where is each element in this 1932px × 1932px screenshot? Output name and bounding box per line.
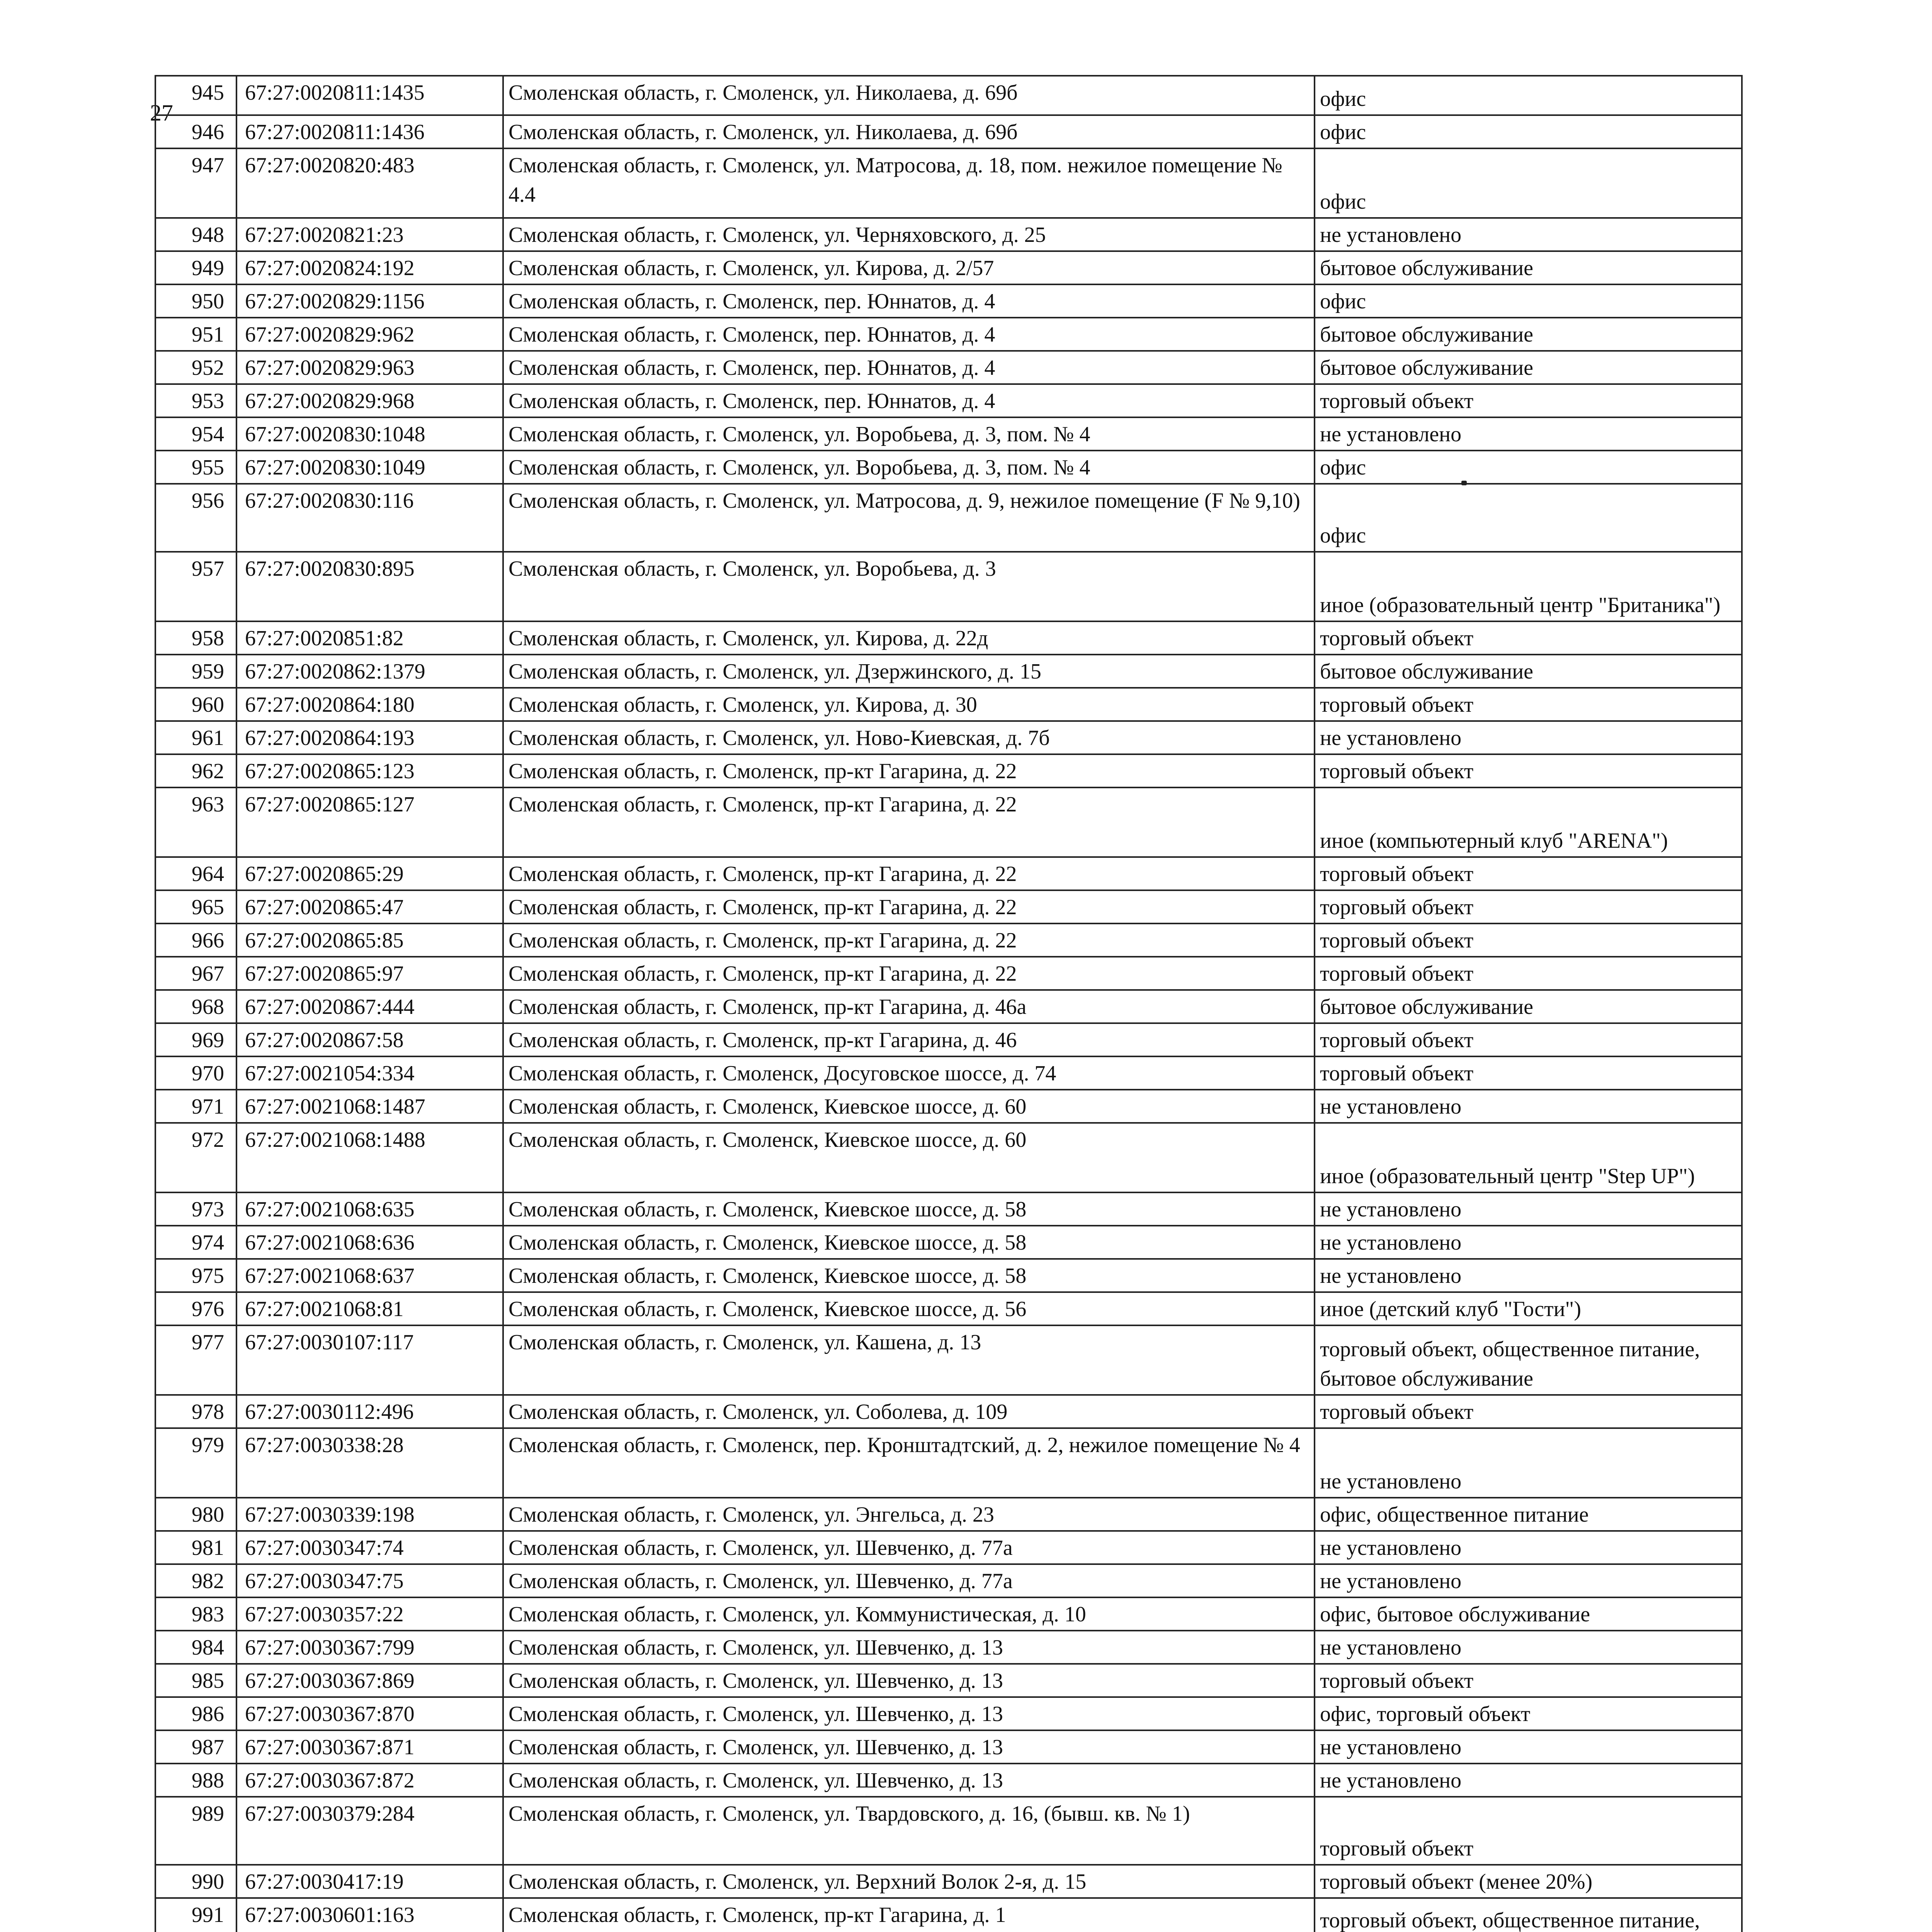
row-number: 990 (155, 1865, 236, 1898)
row-number: 949 (155, 251, 236, 284)
cadastral-number: 67:27:0030112:496 (236, 1395, 503, 1428)
cadastral-number: 67:27:0021054:334 (236, 1056, 503, 1090)
address-cell: Смоленская область, г. Смоленск, пр-кт Гагарина, д. 46а (503, 990, 1315, 1023)
row-number: 987 (155, 1730, 236, 1764)
purpose-cell: торговый объект (1315, 1056, 1742, 1090)
row-number: 976 (155, 1292, 236, 1325)
cadastral-number: 67:27:0020851:82 (236, 621, 503, 655)
address-cell: Смоленская область, г. Смоленск, Киевское шоссе, д. 58 (503, 1226, 1315, 1259)
purpose-cell: не установлено (1315, 1764, 1742, 1797)
purpose-cell: не установлено (1315, 1428, 1742, 1498)
cadastral-number: 67:27:0020829:968 (236, 384, 503, 417)
purpose-cell: офис (1315, 484, 1742, 552)
row-number: 955 (155, 451, 236, 484)
cadastral-number: 67:27:0030367:871 (236, 1730, 503, 1764)
purpose-cell: не установлено (1315, 1730, 1742, 1764)
table-row (155, 1631, 1742, 1664)
row-number: 961 (155, 721, 236, 754)
cadastral-number: 67:27:0030417:19 (236, 1865, 503, 1898)
table-row (155, 218, 1742, 251)
row-number: 985 (155, 1664, 236, 1697)
row-number: 972 (155, 1123, 236, 1192)
table-row (155, 384, 1742, 417)
address-cell: Смоленская область, г. Смоленск, пер. Юннатов, д. 4 (503, 384, 1315, 417)
address-cell: Смоленская область, г. Смоленск, пр-кт Гагарина, д. 22 (503, 787, 1315, 857)
table-row (155, 1325, 1742, 1395)
purpose-cell: не установлено (1315, 1631, 1742, 1664)
row-number: 948 (155, 218, 236, 251)
purpose-cell: торговый объект (1315, 857, 1742, 890)
address-cell: Смоленская область, г. Смоленск, пр-кт Гагарина, д. 46 (503, 1023, 1315, 1056)
address-cell: Смоленская область, г. Смоленск, ул. Энгельса, д. 23 (503, 1498, 1315, 1531)
address-cell: Смоленская область, г. Смоленск, ул. Воробьева, д. 3 (503, 552, 1315, 621)
row-number: 945 (155, 76, 236, 115)
address-cell: Смоленская область, г. Смоленск, ул. Кирова, д. 2/57 (503, 251, 1315, 284)
address-cell: Смоленская область, г. Смоленск, ул. Кирова, д. 30 (503, 688, 1315, 721)
table-row (155, 857, 1742, 890)
purpose-cell: бытовое обслуживание (1315, 990, 1742, 1023)
row-number: 982 (155, 1564, 236, 1597)
table-row (155, 1023, 1742, 1056)
address-cell: Смоленская область, г. Смоленск, ул. Соболева, д. 109 (503, 1395, 1315, 1428)
address-cell: Смоленская область, г. Смоленск, пр-кт Гагарина, д. 22 (503, 923, 1315, 957)
row-number: 947 (155, 148, 236, 218)
address-cell: Смоленская область, г. Смоленск, Киевское шоссе, д. 56 (503, 1292, 1315, 1325)
table-row (155, 754, 1742, 787)
purpose-cell: торговый объект, общественное питание, (1315, 1898, 1742, 1932)
row-number: 965 (155, 890, 236, 923)
purpose-cell: торговый объект (1315, 1395, 1742, 1428)
cadastral-number: 67:27:0021068:635 (236, 1192, 503, 1226)
purpose-cell: торговый объект (1315, 1664, 1742, 1697)
address-cell: Смоленская область, г. Смоленск, Киевское шоссе, д. 58 (503, 1259, 1315, 1292)
cadastral-number: 67:27:0030367:869 (236, 1664, 503, 1697)
cadastral-number: 67:27:0021068:1487 (236, 1090, 503, 1123)
cadastral-number: 67:27:0020829:962 (236, 318, 503, 351)
cadastral-number: 67:27:0020862:1379 (236, 655, 503, 688)
row-number: 969 (155, 1023, 236, 1056)
table-row (155, 484, 1742, 552)
purpose-cell: иное (образовательный центр "Британика") (1315, 552, 1742, 621)
purpose-cell: бытовое обслуживание (1315, 318, 1742, 351)
address-cell: Смоленская область, г. Смоленск, ул. Ново-Киевская, д. 7б (503, 721, 1315, 754)
row-number: 988 (155, 1764, 236, 1797)
purpose-cell: бытовое обслуживание (1315, 251, 1742, 284)
registry-body (155, 76, 1742, 1932)
table-row (155, 1259, 1742, 1292)
row-number: 979 (155, 1428, 236, 1498)
cadastral-number: 67:27:0021068:81 (236, 1292, 503, 1325)
address-cell: Смоленская область, г. Смоленск, ул. Матросова, д. 18, пом. нежилое помещение № 4.4 (503, 148, 1315, 218)
purpose-cell: не установлено (1315, 1531, 1742, 1564)
cadastral-number: 67:27:0021068:1488 (236, 1123, 503, 1192)
row-number: 981 (155, 1531, 236, 1564)
purpose-cell: иное (образовательный центр "Step UP") (1315, 1123, 1742, 1192)
address-cell: Смоленская область, г. Смоленск, ул. Дзержинского, д. 15 (503, 655, 1315, 688)
address-cell: Смоленская область, г. Смоленск, пр-кт Гагарина, д. 22 (503, 890, 1315, 923)
cadastral-number: 67:27:0030367:799 (236, 1631, 503, 1664)
row-number: 946 (155, 115, 236, 148)
table-row (155, 76, 1742, 115)
table-row (155, 1797, 1742, 1865)
address-cell: Смоленская область, г. Смоленск, Киевское шоссе, д. 60 (503, 1123, 1315, 1192)
table-row (155, 318, 1742, 351)
address-cell: Смоленская область, г. Смоленск, ул. Кашена, д. 13 (503, 1325, 1315, 1395)
row-number: 956 (155, 484, 236, 552)
purpose-cell: торговый объект (1315, 621, 1742, 655)
address-cell: Смоленская область, г. Смоленск, ул. Черняховского, д. 25 (503, 218, 1315, 251)
address-cell: Смоленская область, г. Смоленск, ул. Воробьева, д. 3, пом. № 4 (503, 451, 1315, 484)
purpose-cell: торговый объект (1315, 923, 1742, 957)
table-row (155, 787, 1742, 857)
row-number: 983 (155, 1597, 236, 1631)
cadastral-number: 67:27:0030367:870 (236, 1697, 503, 1730)
purpose-cell: иное (компьютерный клуб "ARENA") (1315, 787, 1742, 857)
row-number: 980 (155, 1498, 236, 1531)
table-row (155, 1764, 1742, 1797)
row-number: 954 (155, 417, 236, 451)
purpose-cell: торговый объект (менее 20%) (1315, 1865, 1742, 1898)
row-number: 991 (155, 1898, 236, 1932)
purpose-cell: не установлено (1315, 1226, 1742, 1259)
purpose-cell: не установлено (1315, 417, 1742, 451)
cadastral-number: 67:27:0020829:963 (236, 351, 503, 384)
table-row (155, 1498, 1742, 1531)
row-number: 989 (155, 1797, 236, 1865)
row-number: 978 (155, 1395, 236, 1428)
purpose-cell: офис, бытовое обслуживание (1315, 1597, 1742, 1631)
cadastral-number: 67:27:0020865:85 (236, 923, 503, 957)
cadastral-number: 67:27:0030601:163 (236, 1898, 503, 1932)
table-row (155, 923, 1742, 957)
cadastral-number: 67:27:0020830:116 (236, 484, 503, 552)
cadastral-number: 67:27:0030379:284 (236, 1797, 503, 1865)
address-cell: Смоленская область, г. Смоленск, Досуговское шоссе, д. 74 (503, 1056, 1315, 1090)
table-row (155, 351, 1742, 384)
table-row (155, 990, 1742, 1023)
address-cell: Смоленская область, г. Смоленск, ул. Шевченко, д. 77а (503, 1531, 1315, 1564)
cadastral-number: 67:27:0020865:47 (236, 890, 503, 923)
purpose-cell: офис (1315, 284, 1742, 318)
row-number: 951 (155, 318, 236, 351)
purpose-cell: не установлено (1315, 721, 1742, 754)
table-row (155, 1898, 1742, 1932)
row-number: 959 (155, 655, 236, 688)
table-row (155, 890, 1742, 923)
table-row (155, 688, 1742, 721)
purpose-cell: не установлено (1315, 218, 1742, 251)
row-number: 967 (155, 957, 236, 990)
purpose-cell: бытовое обслуживание (1315, 351, 1742, 384)
address-cell: Смоленская область, г. Смоленск, пр-кт Гагарина, д. 22 (503, 857, 1315, 890)
cadastral-number: 67:27:0020867:58 (236, 1023, 503, 1056)
purpose-cell: иное (детский клуб "Гости") (1315, 1292, 1742, 1325)
cadastral-number: 67:27:0030347:74 (236, 1531, 503, 1564)
table-row (155, 1597, 1742, 1631)
table-row (155, 1395, 1742, 1428)
row-number: 977 (155, 1325, 236, 1395)
table-row (155, 1865, 1742, 1898)
address-cell: Смоленская область, г. Смоленск, ул. Коммунистическая, д. 10 (503, 1597, 1315, 1631)
purpose-cell: не установлено (1315, 1090, 1742, 1123)
purpose-cell: не установлено (1315, 1564, 1742, 1597)
table-row (155, 451, 1742, 484)
side-page-number: 27 (150, 100, 173, 126)
table-row (155, 1192, 1742, 1226)
table-row (155, 957, 1742, 990)
address-cell: Смоленская область, г. Смоленск, Киевское шоссе, д. 60 (503, 1090, 1315, 1123)
cadastral-number: 67:27:0030357:22 (236, 1597, 503, 1631)
row-number: 970 (155, 1056, 236, 1090)
purpose-cell: торговый объект, общественное питание, бытовое обслуживание (1315, 1325, 1742, 1395)
cadastral-number: 67:27:0020830:1049 (236, 451, 503, 484)
address-cell: Смоленская область, г. Смоленск, пр-кт Гагарина, д. 22 (503, 754, 1315, 787)
purpose-cell: не установлено (1315, 1192, 1742, 1226)
address-cell: Смоленская область, г. Смоленск, ул. Шевченко, д. 13 (503, 1664, 1315, 1697)
address-cell: Смоленская область, г. Смоленск, Киевское шоссе, д. 58 (503, 1192, 1315, 1226)
row-number: 964 (155, 857, 236, 890)
purpose-cell: бытовое обслуживание (1315, 655, 1742, 688)
cadastral-number: 67:27:0020865:97 (236, 957, 503, 990)
row-number: 973 (155, 1192, 236, 1226)
cadastral-number: 67:27:0020865:29 (236, 857, 503, 890)
row-number: 986 (155, 1697, 236, 1730)
address-cell: Смоленская область, г. Смоленск, ул. Шевченко, д. 13 (503, 1631, 1315, 1664)
address-cell: Смоленская область, г. Смоленск, ул. Шевченко, д. 13 (503, 1730, 1315, 1764)
purpose-cell: торговый объект (1315, 1023, 1742, 1056)
table-row (155, 1226, 1742, 1259)
table-row (155, 621, 1742, 655)
cadastral-number: 67:27:0020811:1436 (236, 115, 503, 148)
purpose-cell: торговый объект (1315, 754, 1742, 787)
table-row (155, 1123, 1742, 1192)
table-row (155, 1531, 1742, 1564)
purpose-cell: торговый объект (1315, 1797, 1742, 1865)
purpose-cell: офис, торговый объект (1315, 1697, 1742, 1730)
address-cell: Смоленская область, г. Смоленск, ул. Матросова, д. 9, нежилое помещение (F № 9,10) (503, 484, 1315, 552)
table-row (155, 115, 1742, 148)
cadastral-number: 67:27:0020830:1048 (236, 417, 503, 451)
address-cell: Смоленская область, г. Смоленск, пр-кт Гагарина, д. 22 (503, 957, 1315, 990)
row-number: 971 (155, 1090, 236, 1123)
table-row (155, 284, 1742, 318)
table-row (155, 148, 1742, 218)
cadastral-number: 67:27:0020824:192 (236, 251, 503, 284)
cadastral-number: 67:27:0020829:1156 (236, 284, 503, 318)
cadastral-number: 67:27:0020867:444 (236, 990, 503, 1023)
row-number: 966 (155, 923, 236, 957)
table-row (155, 1564, 1742, 1597)
row-number: 953 (155, 384, 236, 417)
cadastral-number: 67:27:0030347:75 (236, 1564, 503, 1597)
table-row (155, 251, 1742, 284)
row-number: 950 (155, 284, 236, 318)
cadastral-number: 67:27:0020821:23 (236, 218, 503, 251)
address-cell: Смоленская область, г. Смоленск, пер. Юннатов, д. 4 (503, 351, 1315, 384)
address-cell: Смоленская область, г. Смоленск, ул. Шевченко, д. 13 (503, 1764, 1315, 1797)
row-number: 960 (155, 688, 236, 721)
address-cell: Смоленская область, г. Смоленск, пр-кт Гагарина, д. 1 (503, 1898, 1315, 1932)
purpose-cell: торговый объект (1315, 890, 1742, 923)
purpose-cell: не установлено (1315, 1259, 1742, 1292)
cadastral-number: 67:27:0021068:637 (236, 1259, 503, 1292)
table-row (155, 1056, 1742, 1090)
cadastral-number: 67:27:0030107:117 (236, 1325, 503, 1395)
table-row (155, 552, 1742, 621)
property-registry-table (155, 75, 1743, 1932)
address-cell: Смоленская область, г. Смоленск, ул. Твардовского, д. 16, (бывш. кв. № 1) (503, 1797, 1315, 1865)
address-cell: Смоленская область, г. Смоленск, ул. Воробьева, д. 3, пом. № 4 (503, 417, 1315, 451)
cadastral-number: 67:27:0020811:1435 (236, 76, 503, 115)
address-cell: Смоленская область, г. Смоленск, пер. Юннатов, д. 4 (503, 284, 1315, 318)
address-cell: Смоленская область, г. Смоленск, ул. Кирова, д. 22д (503, 621, 1315, 655)
cadastral-number: 67:27:0030338:28 (236, 1428, 503, 1498)
cadastral-number: 67:27:0020865:127 (236, 787, 503, 857)
table-row (155, 417, 1742, 451)
table-row (155, 1697, 1742, 1730)
cadastral-number: 67:27:0030367:872 (236, 1764, 503, 1797)
purpose-cell: офис (1315, 148, 1742, 218)
address-cell: Смоленская область, г. Смоленск, ул. Шевченко, д. 13 (503, 1697, 1315, 1730)
table-row (155, 1428, 1742, 1498)
cadastral-number: 67:27:0021068:636 (236, 1226, 503, 1259)
address-cell: Смоленская область, г. Смоленск, ул. Николаева, д. 69б (503, 115, 1315, 148)
purpose-cell: офис (1315, 76, 1742, 115)
purpose-cell: торговый объект (1315, 957, 1742, 990)
address-cell: Смоленская область, г. Смоленск, пер. Юннатов, д. 4 (503, 318, 1315, 351)
cadastral-number: 67:27:0020830:895 (236, 552, 503, 621)
table-row (155, 1730, 1742, 1764)
purpose-cell: офис (1315, 115, 1742, 148)
row-number: 962 (155, 754, 236, 787)
cadastral-number: 67:27:0020864:180 (236, 688, 503, 721)
row-number: 957 (155, 552, 236, 621)
cadastral-number: 67:27:0020865:123 (236, 754, 503, 787)
purpose-cell: торговый объект (1315, 688, 1742, 721)
row-number: 963 (155, 787, 236, 857)
purpose-cell: офис, общественное питание (1315, 1498, 1742, 1531)
scan-speck (1461, 481, 1467, 485)
address-cell: Смоленская область, г. Смоленск, ул. Николаева, д. 69б (503, 76, 1315, 115)
cadastral-number: 67:27:0020820:483 (236, 148, 503, 218)
table-row (155, 655, 1742, 688)
address-cell: Смоленская область, г. Смоленск, ул. Шевченко, д. 77а (503, 1564, 1315, 1597)
row-number: 968 (155, 990, 236, 1023)
row-number: 974 (155, 1226, 236, 1259)
purpose-cell: торговый объект (1315, 384, 1742, 417)
table-row (155, 1090, 1742, 1123)
address-cell: Смоленская область, г. Смоленск, ул. Верхний Волок 2-я, д. 15 (503, 1865, 1315, 1898)
purpose-cell: офис (1315, 451, 1742, 484)
row-number: 952 (155, 351, 236, 384)
cadastral-number: 67:27:0030339:198 (236, 1498, 503, 1531)
address-cell: Смоленская область, г. Смоленск, пер. Кронштадтский, д. 2, нежилое помещение № 4 (503, 1428, 1315, 1498)
row-number: 984 (155, 1631, 236, 1664)
cadastral-number: 67:27:0020864:193 (236, 721, 503, 754)
row-number: 958 (155, 621, 236, 655)
row-number: 975 (155, 1259, 236, 1292)
table-row (155, 1292, 1742, 1325)
table-row (155, 721, 1742, 754)
table-row (155, 1664, 1742, 1697)
